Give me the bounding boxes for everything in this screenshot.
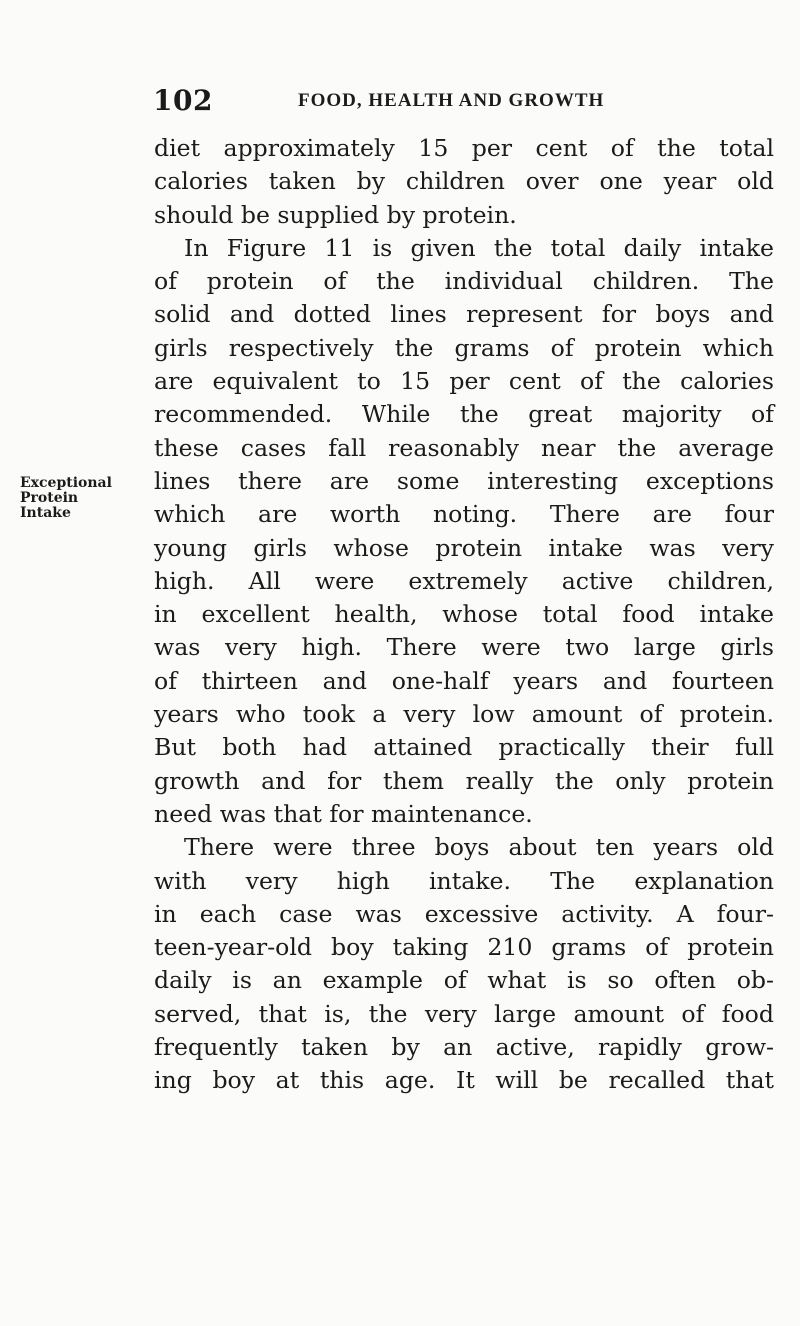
text-line: with very high intake. The explanation [154,866,774,895]
running-head: FOOD, HEALTH AND GROWTH [298,90,605,111]
margin-note [20,476,145,521]
margin-note-line: Protein [20,490,79,506]
page-number: 102 [153,84,213,117]
text-line: In Figure 11 is given the total daily intake [184,233,774,262]
text-line: frequently taken by an active, rapidly grow- [154,1033,774,1062]
page-header [153,84,773,124]
text-line: ing boy at this age. It will be recalled that [154,1066,774,1095]
text-line: lines there are some interesting exceptions [154,466,774,495]
text-line: of thirteen and one-half years and fourteen [154,666,774,695]
text-line: in excellent health, whose total food intake [154,600,774,629]
text-line: years who took a very low amount of protein. [154,700,774,729]
text-line: high. All were extremely active children, [154,566,774,595]
text-line: girls respectively the grams of protein which [154,333,774,362]
text-line: was very high. There were two large girls [154,633,774,662]
body-text [154,132,774,1098]
text-line: There were three boys about ten years old [184,833,774,862]
text-line: calories taken by children over one year old [154,167,774,196]
text-line: served, that is, the very large amount of food [154,999,774,1028]
text-line: are equivalent to 15 per cent of the calories [154,367,774,396]
text-line: solid and dotted lines represent for boys and [154,300,774,329]
text-line: should be supplied by protein. [154,200,517,229]
text-line: recommended. While the great majority of [154,400,774,429]
margin-note-line: Intake [20,505,71,521]
text-line: these cases fall reasonably near the average [154,433,774,462]
text-line: growth and for them really the only protein [154,766,774,795]
text-line: of protein of the individual children. The [154,267,774,296]
text-line: teen-year-old boy taking 210 grams of protein [154,933,774,962]
text-line: need was that for maintenance. [154,799,533,828]
text-line: young girls whose protein intake was very [154,533,774,562]
text-line: diet approximately 15 per cent of the total [154,134,774,162]
text-line: in each case was excessive activity. A four- [154,899,774,928]
margin-note-line: Exceptional [20,475,112,491]
text-line: daily is an example of what is so often ob- [154,966,774,995]
text-line: which are worth noting. There are four [154,500,774,529]
text-line: But both had attained practically their full [154,733,774,762]
